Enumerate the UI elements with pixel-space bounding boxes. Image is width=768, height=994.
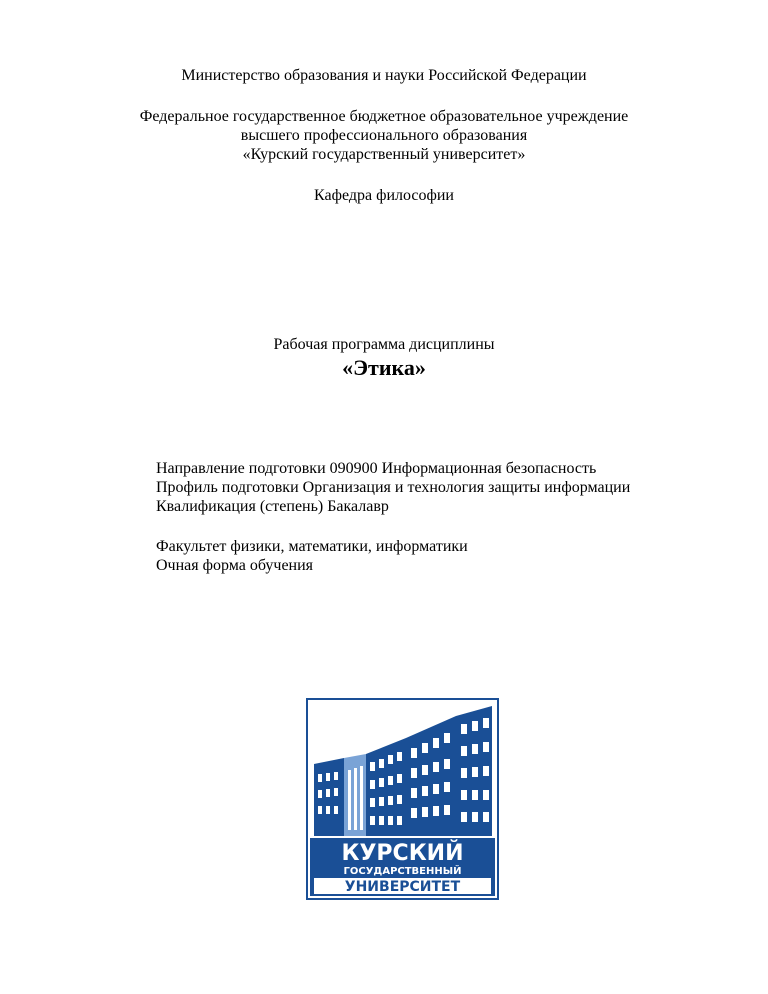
direction-line: Направление подготовки 090900 Информационная безопасность <box>156 460 597 477</box>
university-logo-graphic <box>306 698 499 900</box>
logo-text-line-2: ГОСУДАРСТВЕННЫЙ <box>343 866 462 877</box>
logo-text-line-1: КУРСКИЙ <box>341 841 464 866</box>
institution-line-1: Федеральное государственное бюджетное образовательное учреждение <box>139 108 629 125</box>
faculty-line: Факультет физики, математики, информатики <box>156 538 468 555</box>
institution-line-3: «Курский государственный университет» <box>242 146 526 163</box>
logo-text-line-3: УНИВЕРСИТЕТ <box>344 879 461 895</box>
profile-line: Профиль подготовки Организация и технология защиты информации <box>156 479 631 496</box>
program-subtitle: Рабочая программа дисциплины <box>273 336 495 353</box>
institution-line-2: высшего профессионального образования <box>240 127 528 144</box>
university-logo <box>306 698 499 900</box>
discipline-title: «Этика» <box>342 355 426 380</box>
qualification-line: Квалификация (степень) Бакалавр <box>156 498 389 515</box>
department-line: Кафедра философии <box>314 187 454 204</box>
study-form-line: Очная форма обучения <box>156 557 314 574</box>
ministry-line: Министерство образования и науки Российской Федерации <box>181 67 587 84</box>
